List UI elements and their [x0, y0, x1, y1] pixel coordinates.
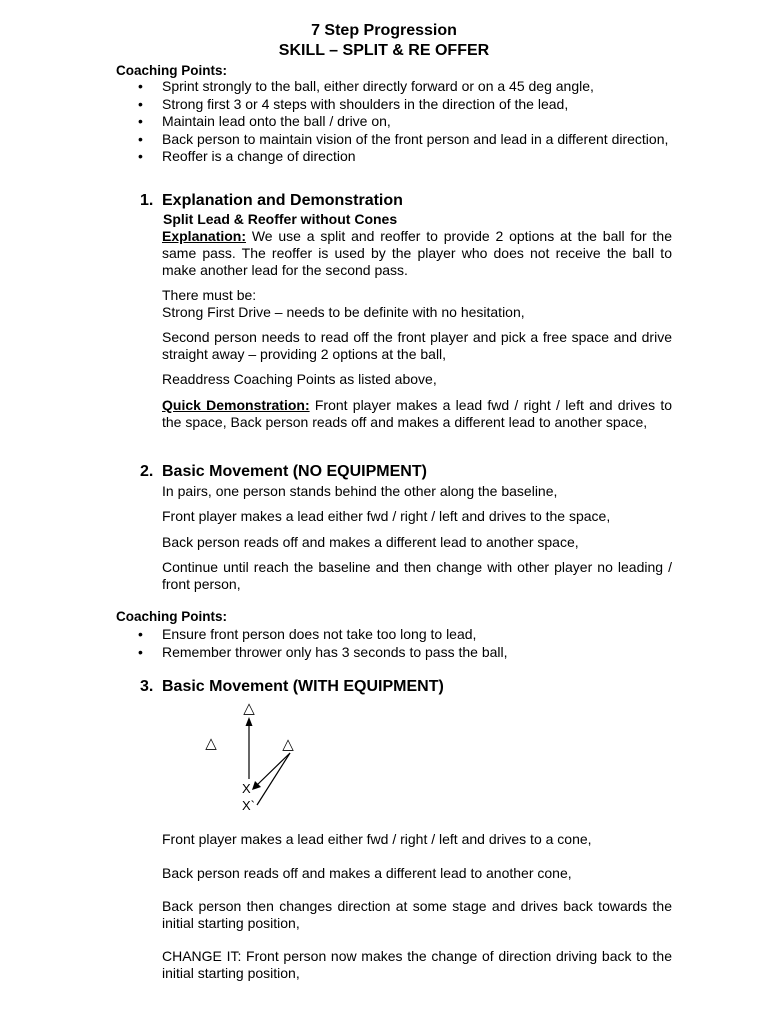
section-2-paragraph-4: Continue until reach the baseline and then change with other player no leading / front person, [162, 559, 672, 592]
second-person-paragraph: Second person needs to read off the front player and pick a free space and drive straight away – providing 2 options at the ball, [162, 329, 672, 362]
section-3-paragraph-4: CHANGE IT: Front person now makes the change of direction driving back to the initial starting position, [162, 948, 672, 981]
list-item: • Ensure front person does not take too long to lead, [136, 626, 676, 644]
list-item: • Reoffer is a change of direction [136, 148, 676, 166]
player-x-back: X` [242, 798, 255, 813]
section-number: 1. [140, 192, 154, 209]
explanation-label: Explanation: [162, 228, 247, 244]
demonstration-label: Quick Demonstration: [162, 397, 310, 413]
explanation-text: We use a split and reoffer to provide 2 options at the ball for the same pass. The reoffer is used by the player who does not receive the ball to make another lead for the second pass. [162, 228, 672, 278]
arrow-head-icon [246, 717, 253, 726]
section-number: 2. [140, 463, 154, 480]
diagonal-lead-line [257, 753, 290, 805]
coaching-points-list [136, 78, 676, 166]
section-title: Basic Movement (NO EQUIPMENT) [162, 463, 427, 480]
coaching-points-list [136, 626, 676, 661]
list-item: • Strong first 3 or 4 steps with shoulders in the direction of the lead, [136, 96, 676, 114]
list-item: • Remember thrower only has 3 seconds to pass the ball, [136, 644, 676, 662]
document-subtitle: SKILL – SPLIT & RE OFFER [278, 42, 490, 59]
readdress-line: Readdress Coaching Points as listed above, [162, 371, 437, 387]
list-item: • Maintain lead onto the ball / drive on, [136, 113, 676, 131]
coaching-points-heading: Coaching Points: [116, 609, 227, 624]
section-2-paragraph-3: Back person reads off and makes a different lead to another space, [162, 534, 579, 550]
section-2-paragraph-1: In pairs, one person stands behind the other along the baseline, [162, 483, 558, 499]
list-item: • Sprint strongly to the ball, either directly forward or on a 45 deg angle, [136, 78, 676, 96]
section-2-paragraph-2: Front player makes a lead either fwd / right / left and drives to the space, [162, 508, 611, 524]
coaching-points-heading: Coaching Points: [116, 63, 227, 78]
document-title: 7 Step Progression [311, 22, 457, 39]
section-title: Explanation and Demonstration [162, 192, 403, 209]
section-1-heading [140, 192, 403, 210]
movement-diagram [195, 697, 315, 817]
player-x: X [242, 781, 251, 796]
diagonal-lead-line [256, 753, 290, 786]
cone-right: △ [282, 736, 294, 753]
list-item: • Back person to maintain vision of the front person and lead in a different direction, [136, 131, 676, 149]
must-be-line: There must be: [162, 287, 257, 303]
demonstration-text: Front player makes a lead fwd / right / left and drives to the space, Back person reads off and makes a different lead to another space, [162, 397, 672, 430]
section-title: Basic Movement (WITH EQUIPMENT) [162, 678, 444, 695]
section-number: 3. [140, 678, 154, 695]
section-3-heading [140, 678, 444, 696]
section-3-paragraph-1: Front player makes a lead either fwd / right / left and drives to a cone, [162, 831, 592, 847]
demonstration-paragraph [162, 397, 672, 431]
explanation-paragraph [162, 228, 672, 279]
cone-top: △ [243, 700, 255, 717]
section-3-paragraph-3: Back person then changes direction at some stage and drives back towards the initial starting position, [162, 898, 672, 931]
cone-left: △ [205, 735, 217, 752]
strong-first-drive-line: Strong First Drive – needs to be definite with no hesitation, [162, 304, 525, 320]
section-1-subheading: Split Lead & Reoffer without Cones [163, 211, 398, 227]
section-3-paragraph-2: Back person reads off and makes a different lead to another cone, [162, 865, 572, 881]
section-2-heading [140, 463, 427, 481]
